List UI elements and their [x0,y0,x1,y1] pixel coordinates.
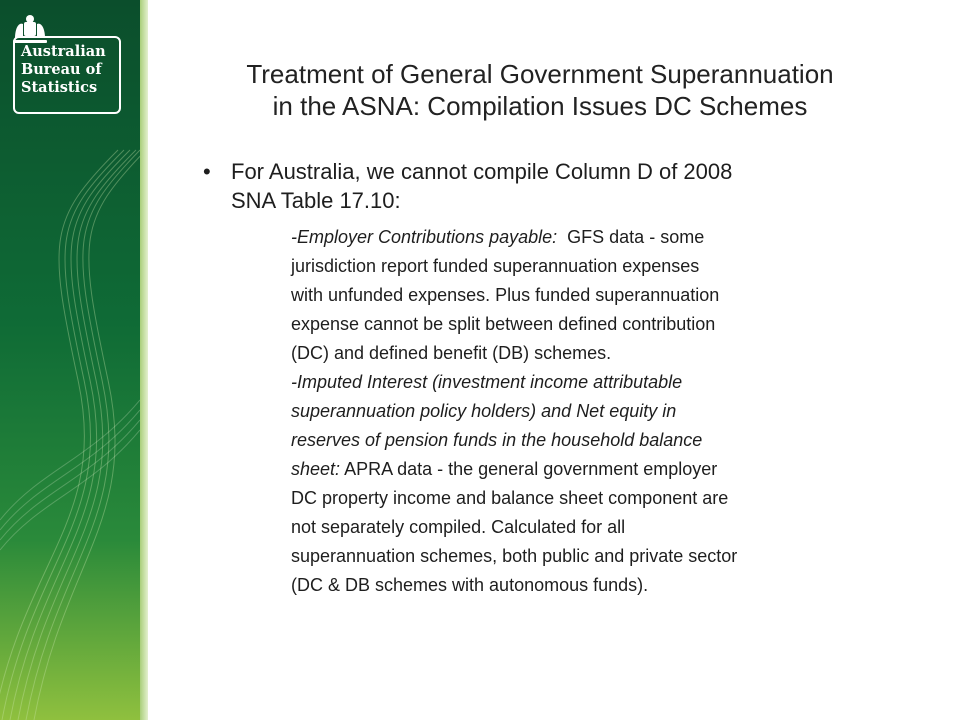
item1-lead: GFS data - some [567,227,705,247]
item2-line: superannuation schemes, both public and private sector [291,546,738,566]
item1-first-line [291,223,931,252]
item2-line: DC property income and balance sheet component are [291,488,729,508]
title-line: Treatment of General Government Superannuation [246,59,834,89]
item2-label-line [291,368,931,397]
slide-title [160,58,920,122]
sub-points [291,223,931,600]
item2-label-text: superannuation policy holders) and Net equity in [291,401,677,421]
sidebar-divider [140,0,148,720]
item2-line: (DC & DB schemes with autonomous funds). [291,575,649,595]
bullet-text [231,157,871,215]
item2-label-text: reserves of pension funds in the household balance [291,430,703,450]
item1-line: with unfunded expenses. Plus funded superannuation [291,285,720,305]
item1-line: (DC) and defined benefit (DB) schemes. [291,343,612,363]
item2-lead-line [291,455,931,484]
bullet-line: For Australia, we cannot compile Column D of 2008 [231,159,733,184]
title-line: in the ASNA: Compilation Issues DC Schemes [272,91,808,121]
item2-label-line [291,426,931,455]
item2-line: not separately compiled. Calculated for all [291,517,626,537]
logo-line: Australian [21,43,106,60]
decorative-sidebar [0,0,140,720]
logo-line: Statistics [21,79,98,96]
bullet-line: SNA Table 17.10: [231,188,401,213]
item1-label: -Employer Contributions payable: [291,227,558,247]
item2-label-line [291,397,931,426]
item1-line: expense cannot be split between defined contribution [291,314,716,334]
logo-wordmark [21,43,106,97]
item2-label-last: sheet: [291,459,341,479]
abs-logo [9,14,125,118]
item2-label-text: -Imputed Interest (investment income attributable [291,372,683,392]
logo-line: Bureau of [21,61,102,78]
item2-lead: APRA data - the general government employer [344,459,718,479]
item1-line: jurisdiction report funded superannuation expenses [291,256,700,276]
bullet-icon: • [203,159,211,184]
